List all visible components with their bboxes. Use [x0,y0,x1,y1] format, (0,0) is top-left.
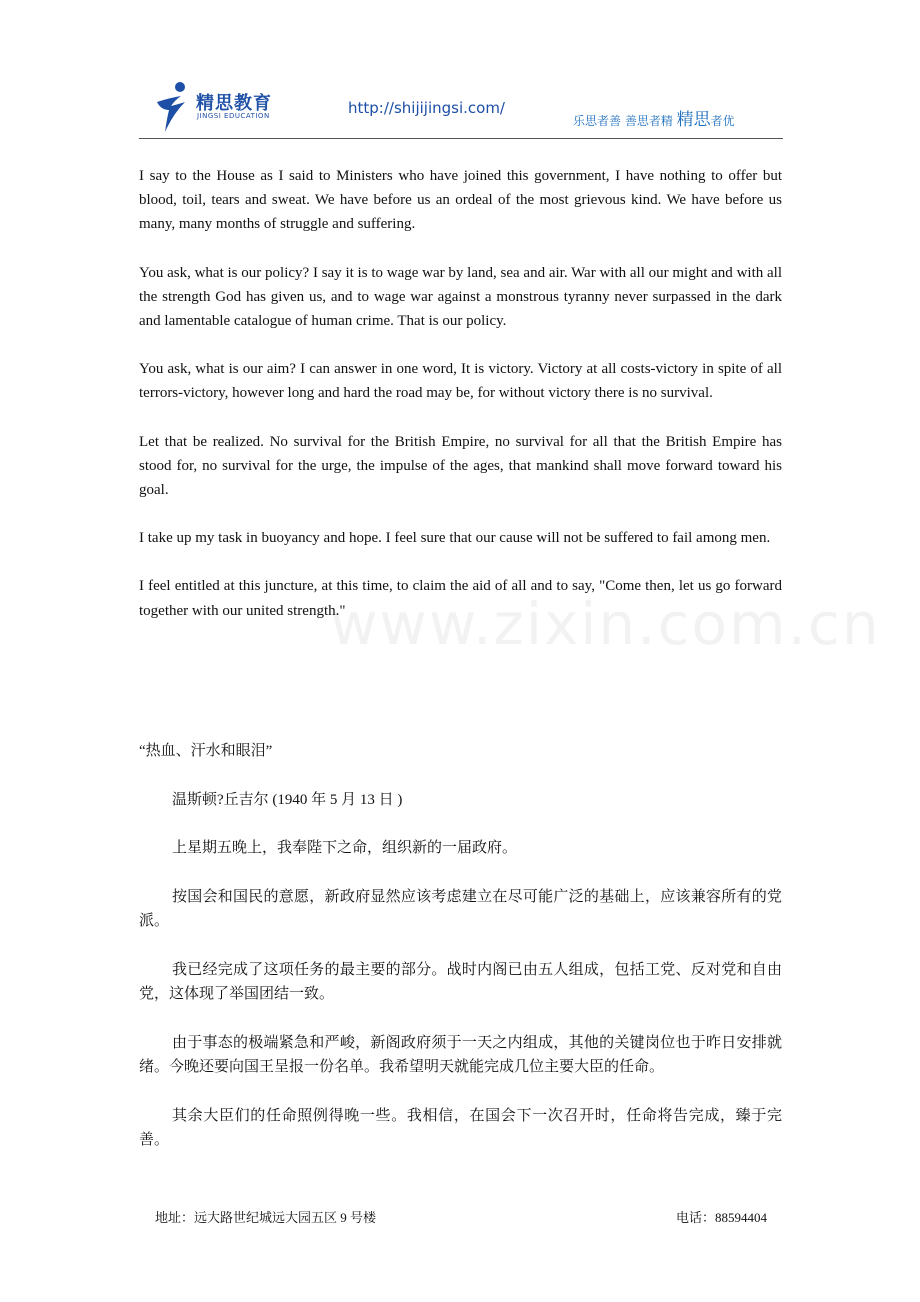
chinese-paragraph: 按国会和国民的意愿，新政府显然应该考虑建立在尽可能广泛的基础上，应该兼容所有的党派。 [139,888,782,929]
chinese-byline: 温斯顿?丘吉尔 (1940 年 5 月 13 日 ) [172,791,403,808]
site-url-link[interactable]: http://shijijingsi.com/ [348,99,505,117]
slogan-part1: 乐思者善 善思者精 [573,114,677,128]
english-paragraph: You ask, what is our aim? I can answer in one word, It is victory. Victory at all costs-victory in spite of all terrors-victory, however long and hard the road may be, for without victory there is no survival. [139,361,782,402]
chinese-paragraph: 由于事态的极端紧急和严峻，新阁政府须于一天之内组成，其他的关键岗位也于昨日安排就绪。今晚还要向国王呈报一份名单。我希望明天就能完成几位主要大臣的任命。 [139,1034,782,1075]
logo-text: 精思教育 [196,93,272,114]
slogan-part2: 者优 [710,114,735,128]
page-header [139,72,783,139]
english-paragraph: I take up my task in buoyancy and hope. I feel sure that our cause will not be suffered to fail among men. [139,530,771,547]
slogan [573,105,735,130]
chinese-title: “热血、汗水和眼泪” [139,743,273,759]
english-paragraph: Let that be realized. No survival for the British Empire, no survival for all that the British Empire has stood for, no survival for the urge, the impulse of the ages, that mankind shall move forward toward his goal. [139,433,782,499]
footer-phone: 电话：88594404 [675,1210,767,1225]
chinese-paragraph: 上星期五晚上，我奉陛下之命，组织新的一届政府。 [172,840,518,856]
chinese-paragraph: 我已经完成了这项任务的最主要的部分。战时内阁已由五人组成，包括工党、反对党和自由党，这体现了举国团结一致。 [139,961,782,1002]
footer-address: 地址：远大路世纪城远大园五区 9 号楼 [155,1210,377,1225]
english-paragraph: I say to the House as I said to Ministers who have joined this government, I have nothing to offer but blood, toil, tears and sweat. We have before us an ordeal of the most grievous kind. We have before us many, many months of struggle and suffering. [139,168,782,233]
english-paragraph: I feel entitled at this juncture, at this time, to claim the aid of all and to say, "Come then, let us go forward together with our united strength." [139,578,782,619]
slogan-highlight: 精思 [676,110,711,130]
watermark: www.zixin.com.cn [330,590,881,658]
english-paragraph: You ask, what is our policy? I say it is to wage war by land, sea and air. War with all our might and with all the strength God has given us, and to wage war against a monstrous tyranny never surpassed in the dark and lamentable catalogue of human crime. That is our policy. [139,264,782,330]
logo-subtitle: JINGSI EDUCATION [197,112,270,120]
chinese-paragraph: 其余大臣们的任命照例得晚一些。我相信，在国会下一次召开时，任命将告完成，臻于完善。 [139,1107,782,1148]
jingsi-logo-icon [151,80,191,134]
chinese-speech [139,739,782,1177]
english-speech [139,164,782,647]
